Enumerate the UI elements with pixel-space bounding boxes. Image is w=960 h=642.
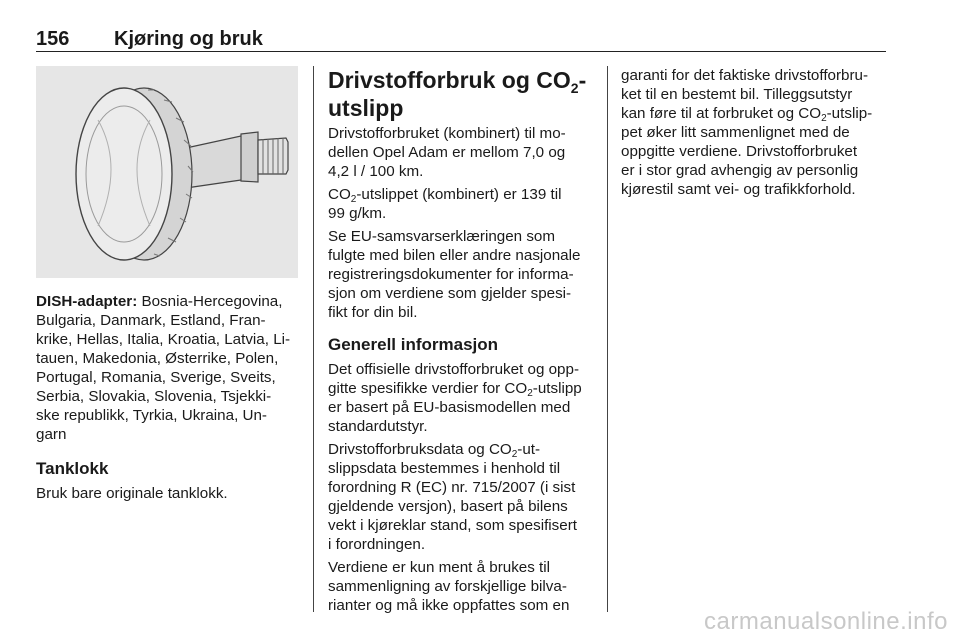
paragraph-official [328,360,592,436]
text-line: krike, Hellas, Italia, Kroatia, Latvia, Li- [36,331,291,348]
subscript: 2 [511,449,518,460]
text-line: ket til en bestemt bil. Tilleggsutstyr [621,86,853,103]
column-divider [313,66,314,612]
tanklokk-heading: Tanklokk [36,459,109,478]
text-line: Bulgaria, Danmark, Estland, Fran- [36,312,266,329]
text-line: slippsdata bestemmes i henhold til [328,460,561,477]
text-line: 99 g/km. [328,205,387,222]
paragraph-consumption [328,124,592,181]
paragraph-emission [328,185,592,223]
subscript: 2 [821,113,827,124]
heading-text: - [578,67,587,93]
text-line: garn [36,426,67,443]
text-line: Drivstofforbruket (kombinert) til mo- [328,125,566,142]
text-run: CO [328,186,351,203]
column-2 [328,66,592,619]
text-line: sammenligning av forskjellige bilva- [328,578,567,595]
column-1 [36,66,298,507]
text-line: 4,2 l / 100 km. [328,163,424,180]
text-line: kjørestil samt vei- og trafikkforhold. [621,181,856,198]
text-line: Serbia, Slovakia, Slovenia, Tsjekki- [36,388,272,405]
text-line: rianter og må ikke oppfattes som en [328,597,570,614]
text-line: Portugal, Romania, Sverige, Sveits, [36,369,276,386]
text-line: forordning R (EC) nr. 715/2007 (i sist [328,479,576,496]
section-heading [328,66,592,122]
text-run: gitte spesifikke verdier for CO [328,380,528,397]
watermark: carmanualsonline.info [704,608,948,635]
page-number: 156 [36,28,70,50]
text-line: oppgitte verdiene. Drivstofforbruket [621,143,858,160]
text-run: -utslippet (kombinert) er 139 til [356,186,562,203]
text-line: sjon om verdiene som gjelder spesi- [328,285,572,302]
paragraph-regulation [328,440,592,554]
text-run: -utslip- [826,105,873,122]
text-line: vekt i kjøreklar stand, som spesifisert [328,517,577,534]
subscript: 2 [350,194,357,205]
paragraph-comparison [328,558,592,615]
text-line: pet øker litt sammenlignet med de [621,124,850,141]
header-rule [36,51,886,52]
heading-text: utslipp [328,95,404,121]
text-line: Se EU-samsvarserklæringen som [328,228,556,245]
text-run: Drivstofforbruksdata og CO [328,441,512,458]
text-line: registreringsdokumenter for informa- [328,266,574,283]
text-line: garanti for det faktiske drivstofforbru- [621,67,869,84]
tanklokk-text: Bruk bare originale tanklokk. [36,485,228,502]
heading-subscript: 2 [570,80,579,96]
text-line: standardutstyr. [328,418,428,435]
text-line: ske republikk, Tyrkia, Ukraina, Un- [36,407,267,424]
text-line: er i stor grad avhengig av personlig [621,162,859,179]
text-run: -utslipp [532,380,582,397]
column-3 [621,66,889,203]
text-line: Det offisielle drivstofforbruket og opp- [328,361,580,378]
text-line: Verdiene er kun ment å brukes til [328,559,551,576]
text-line: i forordningen. [328,536,426,553]
paragraph-guarantee [621,66,889,199]
text-run: kan føre til at forbruket og CO [621,105,822,122]
paragraph-declaration [328,227,592,322]
text-run: -ut- [517,441,541,458]
text-line: fulgte med bilen eller andre nasjonale [328,247,581,264]
dish-adapter-countries [36,292,298,444]
dish-adapter-figure [36,66,298,278]
text-line: tauen, Makedonia, Østerrike, Polen, [36,350,279,367]
column-divider [607,66,608,612]
chapter-title: Kjøring og bruk [114,28,263,50]
dish-adapter-illustration-icon [36,66,298,278]
subscript: 2 [527,388,533,399]
text-line: gjeldende versjon), basert på bilens [328,498,568,515]
text-line: Bosnia-Hercegovina, [137,293,283,310]
subheading-general-info: Generell informasjon [328,335,499,354]
dish-adapter-label: DISH-adapter: [36,293,138,310]
text-line: dellen Opel Adam er mellom 7,0 og [328,144,566,161]
page-header [36,28,886,50]
text-line: fikt for din bil. [328,304,418,321]
text-line: er basert på EU-basismodellen med [328,399,571,416]
heading-text: Drivstofforbruk og CO [328,67,571,93]
